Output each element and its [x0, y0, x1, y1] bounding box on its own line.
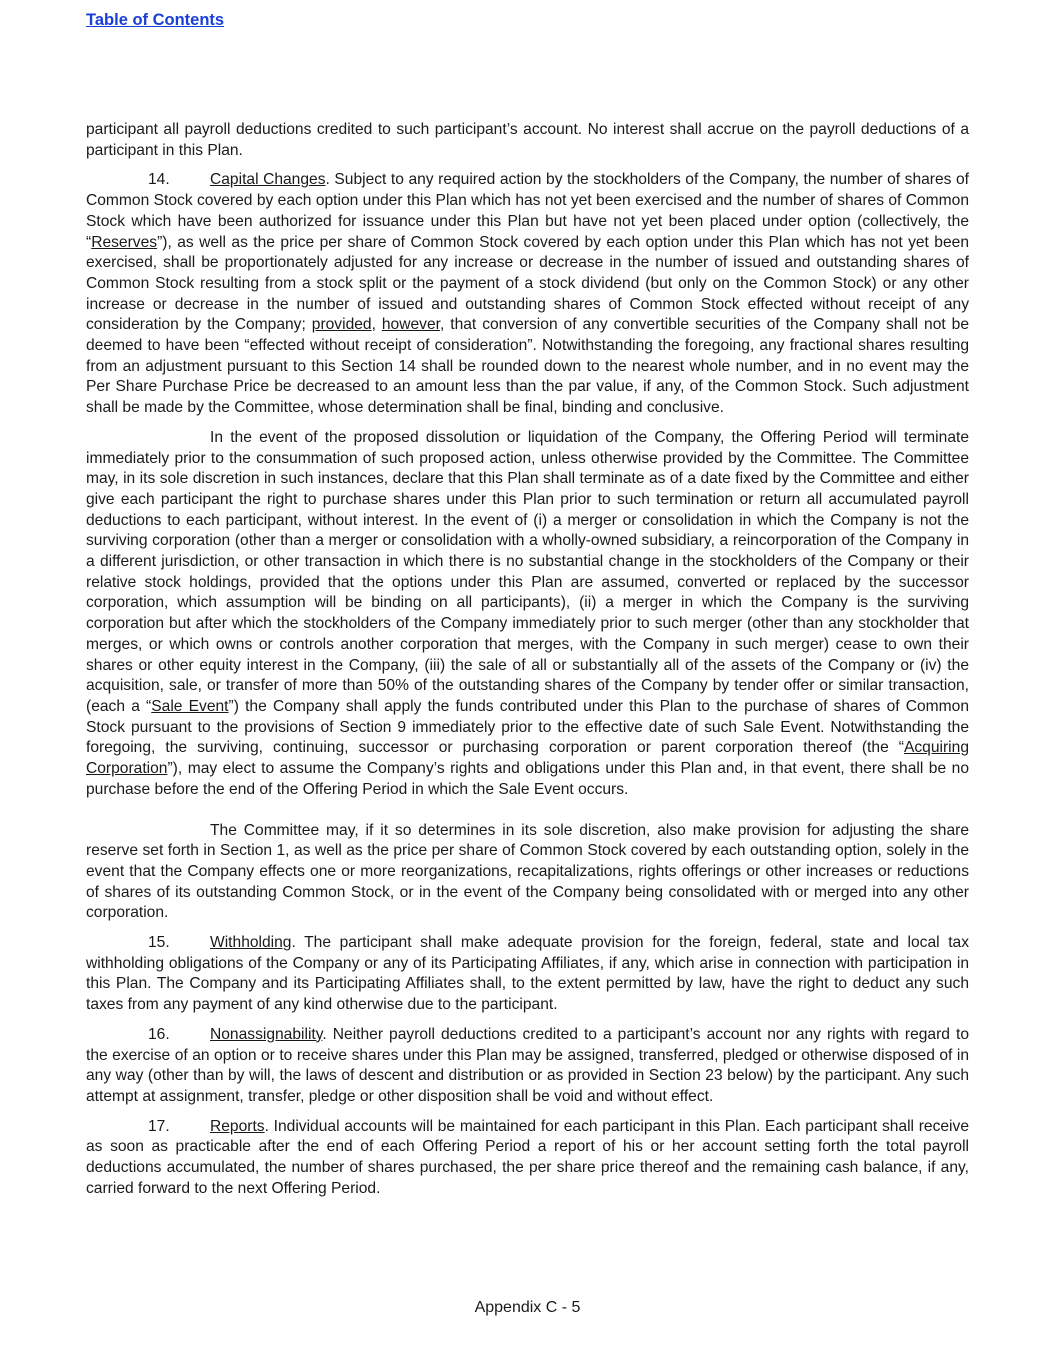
section-number: 16.: [148, 1025, 170, 1043]
document-body: [86, 120, 969, 1208]
defined-term-sale-event: Sale Event: [151, 697, 229, 715]
table-of-contents-link[interactable]: Table of Contents: [86, 11, 225, 29]
section-14-capital-changes: [86, 170, 969, 418]
section-number: 17.: [148, 1117, 170, 1135]
section-text: . The participant shall make adequate provision for the foreign, federal, state and local tax withholding obligations of the Company or any of its Participating Affiliates, if any, which arise in connection with participation in this Plan. The Company and its Participating Affiliates shall, to the extent permitted by law, have the right to deduct any such taxes from any payment of any kind otherwise due to the participant.: [86, 934, 969, 1014]
section-title: Withholding: [210, 934, 292, 952]
paragraph-share-reserve: The Committee may, if it so determines in its sole discretion, also make provision for adjusting the share reserve set forth in Section 1, as well as the price per share of Common Stock covered by each outstanding option, solely in the event that the Company effects one or more reorganizations, recapitalizations, rights offerings or other increases or reductions of shares of its outstanding Common Stock, or in the event of the Company being consolidated with or merged into any other corporation.: [86, 821, 969, 922]
section-text: . Individual accounts will be maintained for each participant in this Plan. Each participant shall receive as soon as practicable after the end of each Offering Period a report of his or her account setting forth the total payroll deductions accumulated, the number of shares purchased, the per share price thereof and the remaining cash balance, if any, carried forward to the next Offering Period.: [86, 1117, 969, 1197]
page-footer: Appendix C - 5: [474, 1299, 581, 1316]
paragraph-dissolution: [86, 428, 969, 801]
section-title: Reports: [210, 1117, 265, 1135]
paragraph-text: ”), may elect to assume the Company’s rights and obligations under this Plan and, in that event, there shall be no purchase before the end of the Offering Period in which the Sale Event occurs.: [86, 760, 969, 798]
section-text: ”), as well as the price per share of Common Stock covered by each option under this Plan which has not yet been exercised, shall be proportionately adjusted for any increase or decrease in the number of issued and outstanding shares of Common Stock resulting from a stock split or the payment of a stock dividend (but only on the Common Stock) or any other increase or decrease in the number of issued and outstanding shares of Common Stock effected without receipt of any consideration by the Company;: [86, 233, 969, 334]
section-16-nonassignability: [86, 1025, 969, 1108]
section-15-withholding: [86, 933, 969, 1016]
section-text: ,: [371, 316, 382, 334]
section-title: Nonassignability: [210, 1025, 323, 1043]
paragraph-continuation: participant all payroll deductions credited to such participant’s account. No interest shall accrue on the payroll deductions of a participant in this Plan.: [86, 121, 969, 159]
section-text: . Neither payroll deductions credited to a participant’s account nor any rights with regard to the exercise of an option or to receive shares under this Plan may be assigned, transferred, pledged or otherwise disposed of in any way (other than by will, the laws of descent and distribution or as provided in Section 23 below) by the participant. Any such attempt at assignment, transfer, pledge or other disposition shall be void and without effect.: [86, 1025, 969, 1105]
paragraph-text: In the event of the proposed dissolution or liquidation of the Company, the Offering Period will terminate immediately prior to the consummation of such proposed action, unless otherwise provided by the Committee. The Committee may, in its sole discretion in such instances, declare that this Plan shall terminate as of a date fixed by the Committee and either give each participant the right to purchase shares under this Plan prior to such termination or return all accumulated payroll deductions to each participant, without interest. In the event of (i) a merger or consolidation in which the Company is not the surviving corporation (other than a merger or consolidation with a wholly-owned subsidiary, a reincorporation of the Company in a different jurisdiction, or other transaction in which there is no substantial change in the stockholders of the Company or their relative stock holdings, provided that the options under this Plan are assumed, converted or replaced by the successor corporation, which assumption will be binding on all participants), (ii) a merger in which the Company is the surviving corporation but after which the stockholders of the Company immediately prior to such merger (other than any stockholder that merges, or which owns or controls another corporation that merges, with the Company in such merger) cease to own their shares or other equity interest in the Company, (iii) the sale of all or substantially all of the assets of the Company or (iv) the acquisition, sale, or transfer of more than 50% of the outstanding shares of the Company by tender offer or similar transaction, (each a “: [86, 428, 969, 715]
defined-term-acquiring-corporation: Acquiring Corporation: [86, 739, 969, 778]
section-number: 15.: [148, 934, 170, 952]
section-number: 14.: [148, 171, 170, 189]
section-text: , that conversion of any convertible securities of the Company shall not be deemed to have been “effected without receipt of consideration”. Notwithstanding the foregoing, any fractional shares resulting from an adjustment pursuant to this Section 14 shall be rounded down to the nearest whole number, and in no event may the Per Share Purchase Price be decreased to an amount less than the par value, if any, of the Common Stock. Such adjustment shall be made by the Committee, whose determination shall be final, binding and conclusive.: [86, 316, 969, 417]
term-however: however: [381, 316, 440, 334]
term-provided: provided: [311, 316, 372, 334]
section-17-reports: [86, 1117, 969, 1200]
paragraph-text: ”) the Company shall apply the funds contributed under this Plan to the purchase of shares of Common Stock pursuant to the provisions of Section 9 immediately prior to the effective date of such Sale Event. Notwithstanding the foregoing, the surviving, continuing, successor or purchasing corporation or parent corporation thereof (the “: [86, 697, 970, 757]
section-text: . Subject to any required action by the stockholders of the Company, the number of shares of Common Stock covered by each option under this Plan which has not yet been exercised and the number of shares of Common Stock which have been authorized for issuance under this Plan but have not yet been placed under option (collectively, the “: [86, 171, 970, 251]
defined-term-reserves: Reserves: [91, 233, 158, 251]
section-title: Capital Changes: [210, 171, 326, 189]
